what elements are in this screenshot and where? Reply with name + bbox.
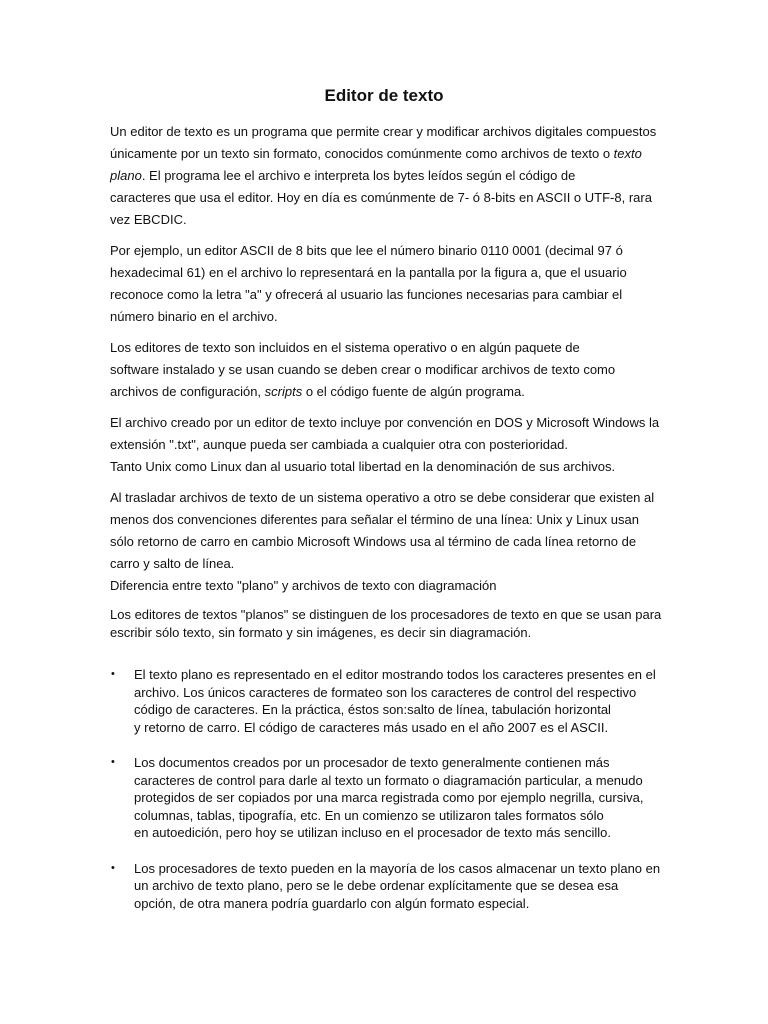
list-item (110, 754, 662, 842)
list-item (110, 666, 662, 736)
text-line: opción, de otra manera podría guardarlo con algún formato especial. (134, 895, 530, 911)
text-line: protegidos de ser copiados por una marca registrada como por ejemplo negrilla, cursiva, (134, 790, 644, 805)
text-line: software instalado y se usan cuando se deben crear o modificar archivos de texto como (110, 362, 616, 377)
bullet-icon: • (111, 861, 115, 874)
text-line: El texto plano es representado en el editor mostrando todos los caracteres presentes en el (134, 667, 656, 682)
text-line: en autoedición, pero hoy se utilizan incluso en el procesador de texto más sencillo. (134, 825, 611, 840)
document-body (110, 121, 662, 930)
italic-term: scripts (264, 384, 303, 399)
paragraph-extension (110, 412, 662, 478)
text-line: menos dos convenciones diferentes para señalar el término de una línea: Unix y Linux usan (110, 512, 639, 527)
text-line (110, 165, 662, 187)
paragraph-example (110, 240, 662, 328)
text-line: caracteres de control para darle al texto un formato o diagramación particular, a menudo (134, 772, 643, 788)
paragraph-plain-editors (110, 606, 662, 641)
text-line: Los procesadores de texto pueden en la mayoría de los casos almacenar un texto plano en (134, 860, 661, 876)
text-line: y retorno de carro. El código de caracteres más usado en el año 2007 es el ASCII. (134, 719, 609, 735)
text-line: Al trasladar archivos de texto de un sistema operativo a otro se debe considerar que existen al (110, 490, 655, 505)
text-run: únicamente por un texto sin formato, conocidos comúnmente como archivos de texto o (110, 146, 614, 161)
text-run: . El programa lee el archivo e interpreta los bytes leídos según el código de (141, 168, 576, 183)
text-line: sólo retorno de carro en cambio Microsoft Windows usa al término de cada línea retorno de (110, 534, 637, 549)
text-line: un archivo de texto plano, pero se le debe ordenar explícitamente que se desea esa (134, 878, 619, 893)
text-line: columnas, tablas, tipografía, etc. En un comienzo se utilizaron tales formatos sólo (134, 807, 604, 823)
text-line: Por ejemplo, un editor ASCII de 8 bits que lee el número binario 0110 0001 (decimal 97 ó (110, 243, 623, 258)
text-line: Un editor de texto es un programa que permite crear y modificar archivos digitales compuestos (110, 124, 657, 139)
text-run: archivos de configuración, (110, 384, 265, 399)
paragraph-line-endings (110, 487, 662, 597)
text-line: hexadecimal 61) en el archivo lo representará en la pantalla por la figura a, que el usuario (110, 265, 627, 280)
text-line: carro y salto de línea. (110, 556, 235, 571)
text-line: Los documentos creados por un procesador de texto generalmente contienen más (134, 755, 610, 770)
text-line (110, 143, 662, 165)
text-run: o el código fuente de algún programa. (302, 384, 525, 399)
text-line: escribir sólo texto, sin formato y sin imágenes, es decir sin diagramación. (110, 624, 532, 640)
text-line: número binario en el archivo. (110, 309, 278, 324)
text-line (110, 381, 662, 403)
text-line: vez EBCDIC. (110, 212, 187, 227)
italic-term: texto (613, 146, 642, 161)
list-item (110, 860, 662, 913)
text-line: El archivo creado por un editor de texto incluye por convención en DOS y Microsoft Windows la (110, 415, 660, 430)
text-line: archivo. Los únicos caracteres de formateo son los caracteres de control del respectivo (134, 684, 637, 700)
bullet-list (110, 666, 662, 912)
page-title: Editor de texto (324, 86, 444, 105)
paragraph-included-editors (110, 337, 662, 403)
bullet-icon: • (111, 668, 115, 680)
italic-term: plano (110, 168, 142, 183)
text-line: Los editores de texto son incluidos en el sistema operativo o en algún paquete de (110, 340, 580, 355)
text-line: código de caracteres. En la práctica, éstos son:salto de línea, tabulación horizontal (134, 702, 611, 717)
text-line: Los editores de textos "planos" se distinguen de los procesadores de texto en que se usan para (110, 607, 662, 622)
section-heading: Diferencia entre texto "plano" y archivos de texto con diagramación (110, 578, 497, 593)
bullet-icon: • (111, 756, 115, 768)
paragraph-intro (110, 121, 662, 231)
text-line: Tanto Unix como Linux dan al usuario total libertad en la denominación de sus archivos. (110, 459, 616, 474)
text-line: reconoce como la letra "a" y ofrecerá al usuario las funciones necesarias para cambiar el (110, 287, 623, 302)
text-line: extensión ".txt", aunque pueda ser cambiada a cualquier otra con posterioridad. (110, 437, 569, 452)
text-line: caracteres que usa el editor. Hoy en día es comúnmente de 7- ó 8-bits en ASCII o UTF-8, rara (110, 190, 652, 205)
